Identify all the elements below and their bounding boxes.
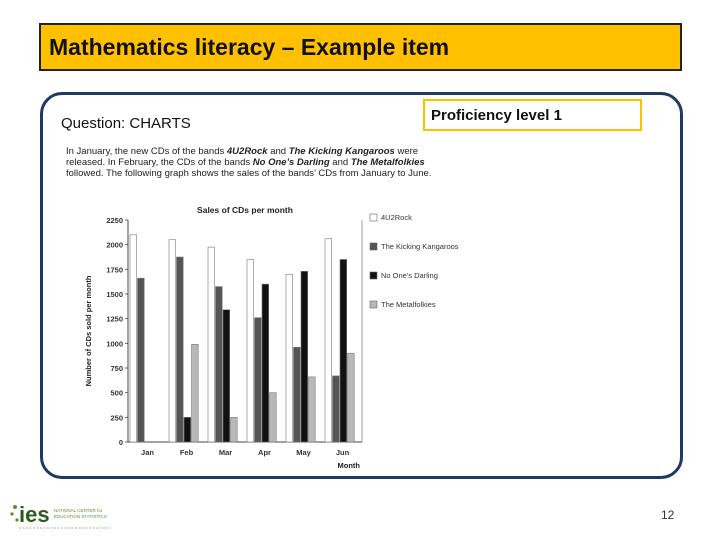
slide-title: Mathematics literacy – Example item	[49, 33, 450, 60]
bar	[348, 353, 355, 442]
bar	[138, 278, 145, 442]
bar	[247, 259, 254, 442]
x-tick-label: Mar	[218, 448, 233, 457]
bar	[192, 344, 199, 442]
bar	[286, 274, 293, 442]
legend-label: 4U2Rock	[381, 213, 412, 222]
logo-wordmark: ies	[19, 502, 50, 527]
band-name: No One’s Darling	[252, 157, 330, 169]
question-label: Question: CHARTS	[61, 115, 191, 132]
bar	[340, 259, 347, 442]
bar	[270, 393, 277, 442]
ies-logo	[9, 498, 119, 534]
x-tick-label: Jan	[141, 448, 154, 457]
y-tick-label: 0	[118, 438, 123, 447]
bar	[177, 257, 184, 442]
y-tick-label: 750	[110, 364, 123, 373]
bar	[301, 271, 308, 442]
x-tick-label: Apr	[258, 448, 271, 457]
bar	[231, 417, 238, 442]
band-name: 4U2Rock	[226, 146, 268, 157]
proficiency-box	[423, 99, 642, 131]
legend-swatch	[370, 272, 377, 279]
bar	[325, 239, 332, 442]
y-tick-label: 250	[110, 413, 123, 423]
legend-label: No One's Darling	[381, 271, 438, 280]
bar	[169, 240, 176, 442]
y-tick-label: 500	[110, 388, 123, 398]
y-tick-label: 1750	[106, 265, 123, 275]
legend-swatch	[370, 301, 377, 308]
chart-title: Sales of CDs per month	[197, 205, 293, 215]
logo-subtext: NATIONAL CENTER for	[54, 508, 103, 513]
question-intro-text: In January, the new CDs of the bands 4U2Rock and The Kicking Kangaroos were released. In February, the CDs of the bands No One’s Darling and The Metalfolkies followed. The following graph shows the sales of the bands’ CDs from January to June.	[66, 146, 432, 180]
legend-label: The Metalfolkies	[381, 300, 436, 309]
slide-title-bar	[39, 23, 682, 71]
y-tick-label: 1250	[106, 314, 123, 324]
y-tick-label: 2000	[106, 240, 123, 250]
bar	[130, 235, 137, 442]
proficiency-label: Proficiency level 1	[431, 106, 562, 124]
y-tick-label: 1500	[106, 290, 123, 299]
x-tick-label: Jun	[335, 448, 350, 457]
bar	[333, 376, 340, 442]
page-number: 12	[661, 508, 675, 522]
bar	[262, 284, 269, 442]
bar	[309, 377, 316, 442]
x-tick-label: May	[296, 448, 311, 457]
bar	[216, 287, 223, 442]
x-tick-label: Feb	[179, 448, 194, 457]
bar	[255, 318, 262, 442]
bar	[208, 247, 215, 442]
x-axis-label: Month	[337, 461, 360, 470]
band-name: The Kicking Kangaroos	[288, 146, 395, 157]
y-tick-label: 1000	[106, 339, 123, 349]
bar	[294, 347, 301, 442]
legend-swatch	[370, 214, 377, 221]
legend-swatch	[370, 243, 377, 250]
y-axis-label: Number of CDs sold per month	[84, 275, 93, 387]
logo-subtext: EDUCATION STATISTICS	[54, 514, 107, 519]
y-tick-label: 2250	[106, 216, 123, 225]
bar	[184, 417, 191, 442]
band-name: The Metalfolkies	[350, 157, 425, 169]
bar	[223, 310, 230, 442]
cd-sales-chart	[60, 200, 500, 475]
legend-label: The Kicking Kangaroos	[381, 242, 459, 251]
